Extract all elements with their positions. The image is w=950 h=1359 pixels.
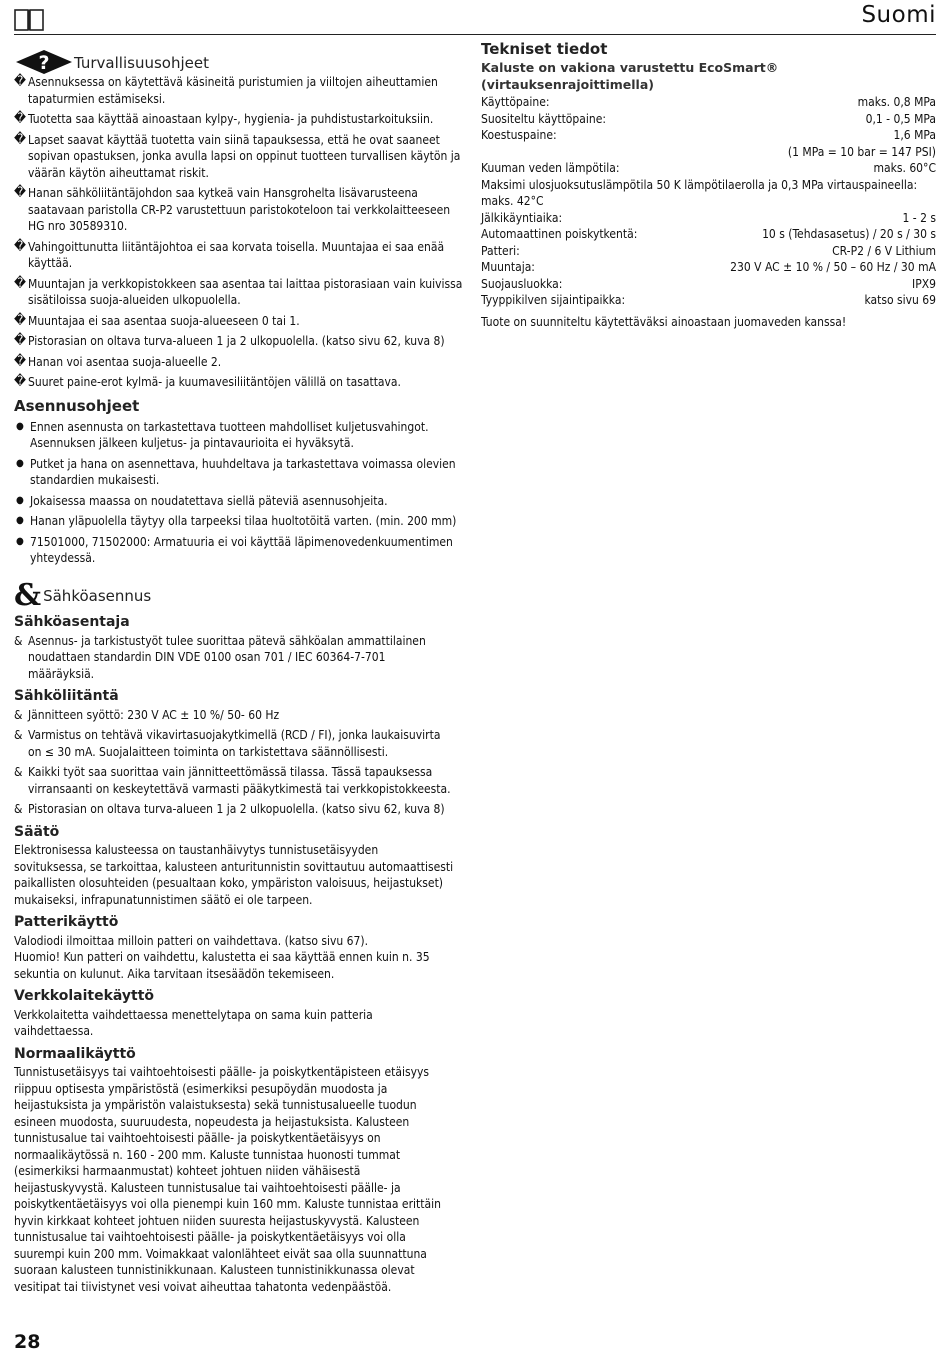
warning-mark-icon: � (14, 353, 26, 369)
warning-mark-icon: � (14, 238, 26, 254)
spec-row: Käyttöpaine: maks. 0,8 MPa (481, 95, 936, 109)
max-outlet-value: maks. 42°C (481, 194, 544, 208)
safety-item: � Tuotetta saa käyttää ainoastaan kylpy-, hygienia- ja puhdistustarkoituksiin. (14, 111, 434, 126)
svg-text:?: ? (38, 52, 50, 74)
spec-row: Tyyppikilven sijaintipaikka: katso sivu 69 (481, 293, 936, 307)
spec-row: Suojausluokka: IPX9 (481, 276, 936, 291)
safety-item: � Muuntajaa ei saa asentaa suoja-alueeseen 0 tai 1. (14, 312, 300, 328)
spec-row: Muuntaja: 230 V AC ± 10 % / 50 – 60 Hz / 30 mA (481, 260, 936, 274)
bullet-icon: ● (16, 420, 24, 432)
warning-mark-icon: � (14, 312, 26, 328)
connection-item: & Pistorasian on oltava turva-alueen 1 ja 2 ulkopuolella. (katso sivu 62, kuva 8) (14, 802, 445, 816)
bullet-icon: ● (16, 457, 24, 469)
mains-title: Verkkolaitekäyttö (14, 988, 155, 1004)
battery-text-1: Valodiodi ilmoittaa milloin patteri on vaihdettava. (katso sivu 67). (14, 933, 369, 948)
safety-header (14, 50, 466, 74)
connection-item: & Varmistus on tehtävä vikavirtasuojakytkimellä (RCD / FI), jonka laukaisuvirta on ≤ 30 mA. Suojalaitteen toiminta on tarkistettava säännöllisesti. (14, 728, 441, 759)
safety-item: � Hanan voi asentaa suoja-alueelle 2. (14, 353, 222, 369)
open-book-icon (14, 8, 44, 32)
adjustment-text: Elektronisessa kalusteessa on taustanhäivytys tunnistusetäisyyden sovituksessa, se tarkoittaa, kalusteen anturitunnistin sovittautuu automaattisesti paikallisten olosuhteiden (pesualtaan koko, ympäriston valoisuus, heijastukset) mukaiseksi, infrapunatunnistimen säätö ei ole tarpeen. (14, 843, 454, 907)
safety-item: � Suuret paine-erot kylmä- ja kuumavesiliitäntöjen välillä on tasattava. (14, 374, 401, 389)
connection-item: & Jännitteen syöttö: 230 V AC ± 10 %/ 50- 60 Hz (14, 707, 280, 722)
ampersand-mark-icon: & (14, 802, 23, 816)
bullet-icon: ● (16, 515, 24, 526)
safety-title: Turvallisuusohjeet (74, 54, 209, 72)
installation-item: ● Ennen asennusta on tarkastettava tuotteen mahdolliset kuljetusvahingot. Asennuksen jälkeen kuljetus- ja pintavaurioita ei hyväksytä. (16, 419, 429, 450)
warning-mark-icon: � (14, 111, 26, 126)
ampersand-mark-icon: & (14, 765, 23, 779)
connection-item: & Kaikki työt saa suorittaa vain jännitteettömässä tilassa. Tässä tapauksessa virransaanti on keskeytettävä varmasti pääkytkimestä tai verkkopistokkeesta. (14, 765, 451, 796)
warning-mark-icon: � (14, 374, 26, 389)
normal-use-title: Normaalikäyttö (14, 1045, 136, 1062)
electrical-section (14, 578, 454, 1295)
bullet-icon: ● (16, 494, 24, 506)
battery-title: Patterikäyttö (14, 914, 119, 930)
normal-use-text: Tunnistusetäisyys tai vaihtoehtoisesti päälle- ja poiskytkentäpisteen etäisyys riippuu optisesta ympäristöstä (esimerkiksi pesupöydän muodosta ja heijastuksista ja ympäristön valaistuksesta) sekä tunnistusalueelle tuodun esineen muodosta, suuruudesta, nopeudesta ja heijastuksista. Kalusteen tunnistusalue tai vaihtoehtoisesti päälle- ja poiskytkentäetäisyys on normaalikäytössä n. 160 - 200 mm. Kaluste tunnistaa huonosti tummat (esimerkiksi harmaanmustat) kohteet johtuen niiden vähäisestä heijastuskyvystä. Kalusteen tunnistusalue tai vaihtoehtoisesti päälle- ja poiskytkentäetäisyys voi olla pienempi kuin 160 mm. Kaluste tunnistaa erittäin hyvin kirkkaat kohteet johtuen niiden suuresta heijastuskyvystä. Kalusteen tunnistusalue tai vaihtoehtoisesti päälle- ja poiskytkentäetäisyys voi olla suurempi kuin 200 mm. Voimakkaat valonlähteet eivät saa olla suunnattuna suoraan kalusteen tunnistinikkunaan. Kalusteen tunnistinikkunassa olevat vesitipat tai tiivistynet vesi voivat aiheuttaa tahatonta vedenpäästöä. (14, 1065, 441, 1294)
warning-mark-icon: � (14, 333, 26, 348)
warning-mark-icon: � (14, 185, 26, 200)
pressure-note: (1 MPa = 10 bar = 147 PSI) (787, 144, 936, 159)
ampersand-icon: & (14, 578, 42, 613)
warning-mark-icon: � (14, 74, 26, 89)
right-column (481, 40, 936, 330)
safety-item: � Pistorasian on oltava turva-alueen 1 ja 2 ulkopuolella. (katso sivu 62, kuva 8) (14, 333, 445, 348)
page-number: 28 (14, 1331, 41, 1353)
technical-title: Tekniset tiedot (481, 40, 608, 58)
spec-row: Kuuman veden lämpötila: maks. 60°C (481, 161, 936, 175)
ampersand-mark-icon: & (14, 707, 23, 722)
bullet-icon: ● (16, 535, 24, 547)
safety-list (14, 74, 466, 391)
mains-text: Verkkolaitetta vaihdettaessa menettelytapa on sama kuin patteria vaihdettaessa. (14, 1007, 373, 1038)
spec-row: Automaattinen poiskytkentä: 10 s (Tehdasasetus) / 20 s / 30 s (481, 227, 936, 241)
warning-mark-icon: � (14, 131, 26, 147)
installation-list (14, 419, 466, 567)
battery-text-2: Huomio! Kun patteri on vaihdettu, kalustetta ei saa käyttää ennen kuin n. 35 sekuntia on kulunut. Aika tarvitaan itsesäädön tekemiseen. (14, 950, 430, 981)
installer-item: & Asennus- ja tarkistustyöt tulee suorittaa pätevä sähköalan ammattilainen noudattaen standardin DIN VDE 0100 osan 701 / IEC 60364-7-701 määräyksiä. (14, 633, 426, 681)
header-rule (14, 34, 936, 35)
ampersand-mark-icon: & (14, 728, 23, 742)
warning-mark-icon: � (14, 275, 26, 291)
installer-title: Sähköasentaja (14, 614, 130, 630)
installation-title: Asennusohjeet (14, 396, 140, 415)
technical-subtitle: Kaluste on vakiona varustettu EcoSmart® (virtauksenrajoittimella) (481, 60, 779, 92)
safety-item: � Lapset saavat käyttää tuotetta vain siinä tapauksessa, että he ovat saaneet sopivan opastuksen, jonka avulla lapsi on oppinut tuotteen turvallisen käytön ja väärän käytön aiheuttamat riskit. (14, 131, 461, 180)
installation-item: ● Hanan yläpuolella täytyy olla tarpeeksi tilaa huoltotöitä varten. (min. 200 mm) (16, 514, 457, 528)
spec-row: Jälkikäyntiaika: 1 - 2 s (481, 210, 936, 225)
safety-item: � Hanan sähköliitäntäjohdon saa kytkeä vain Hansgrohelta lisävarusteena saatavaan paristolla CR-P2 varustettuun paristokoteloon tai verkkolaitteeseen HG nro 30589310. (14, 185, 451, 233)
spec-row: Patteri: CR-P2 / 6 V Lithium (481, 243, 936, 258)
spec-row: Suositeltu käyttöpaine: 0,1 - 0,5 MPa (481, 111, 936, 126)
safety-item: � Vahingoittunutta liitäntäjohtoa ei saa korvata toisella. Muuntajaa ei saa enää käyttää. (14, 238, 445, 270)
electrical-title: Sähköasennus (43, 587, 152, 605)
safety-item: � Muuntajan ja verkkopistokkeen saa asentaa tai laittaa pistorasiaan vain kuivissa sisätiloissa suoja-alueiden ulkopuolella. (14, 275, 463, 307)
electrical-header (14, 578, 454, 613)
installation-item: ● Jokaisessa maassa on noudatettava siellä päteviä asennusohjeita. (16, 493, 388, 508)
connection-title: Sähköliitäntä (14, 688, 119, 704)
safety-item: � Asennuksessa on käytettävä käsineitä puristumien ja viiltojen aiheuttamien tapaturmien estämiseksi. (14, 74, 438, 106)
max-outlet-text: Maksimi ulosjuoksutuslämpötila 50 K lämpötilaerolla ja 0,3 MPa virtauspaineella: (481, 177, 918, 192)
warning-question-icon (14, 50, 74, 74)
drinking-water-note: Tuote on suunniteltu käytettäväksi ainoastaan juomaveden kanssa! (481, 314, 847, 329)
spec-row: Koestuspaine: 1,6 MPa (481, 128, 936, 142)
adjustment-title: Säätö (14, 823, 60, 840)
installation-item: ● Putket ja hana on asennettava, huuhdeltava ja tarkastettava voimassa olevien standardien mukaisesti. (16, 456, 456, 487)
installation-item: ● 71501000, 71502000: Armatuuria ei voi käyttää läpimenovedenkuumentimen yhteydessä. (16, 534, 453, 565)
left-column (14, 50, 466, 571)
language-title: Suomi (861, 2, 936, 28)
ampersand-mark-icon: & (14, 633, 23, 648)
